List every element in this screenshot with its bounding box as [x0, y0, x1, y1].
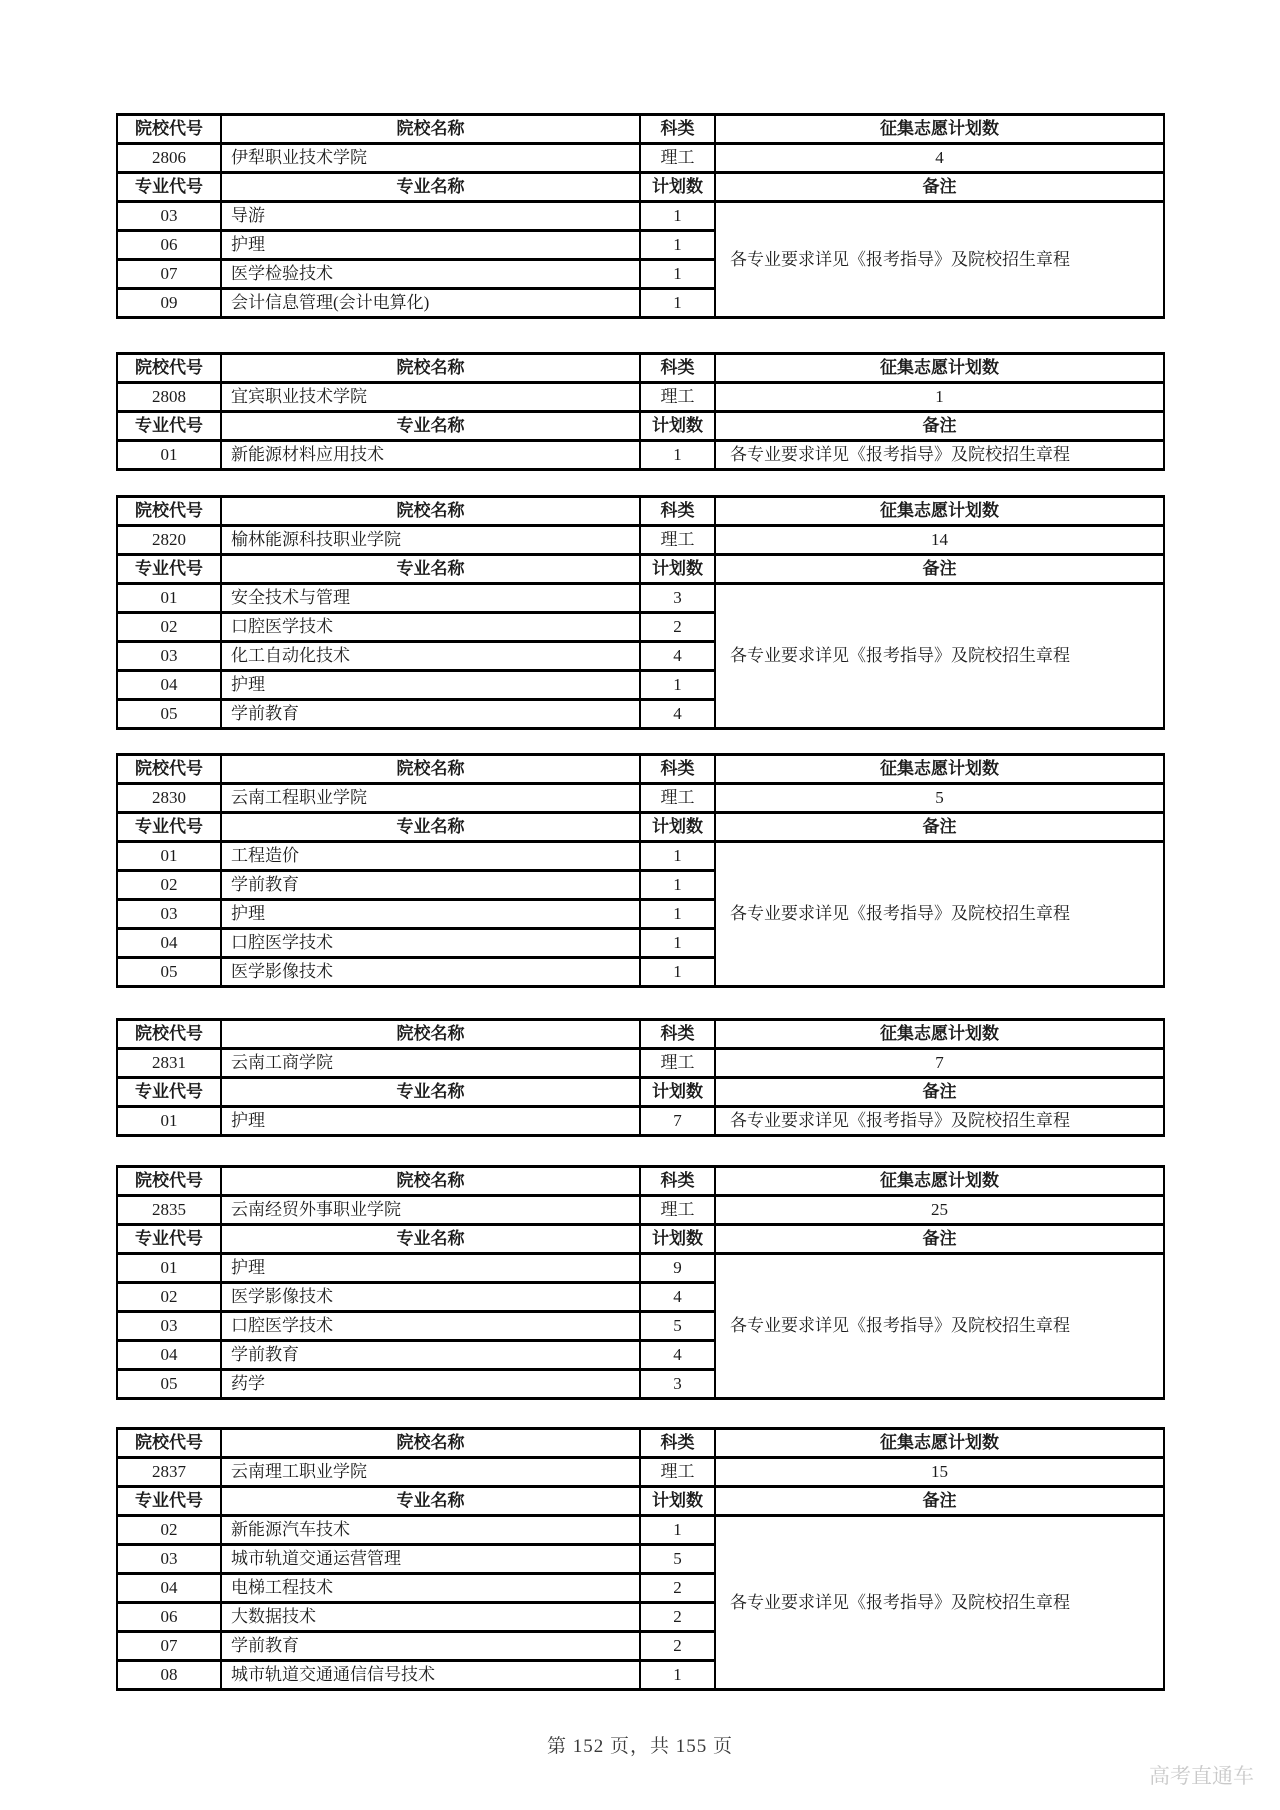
major-code-header: 专业代号	[117, 412, 221, 441]
college-name-header: 院校名称	[221, 1429, 640, 1458]
college-plan-total: 1	[715, 383, 1164, 412]
major-code: 02	[117, 871, 221, 900]
major-name: 城市轨道交通运营管理	[221, 1545, 640, 1574]
major-row	[117, 584, 1164, 613]
college-category: 理工	[640, 526, 715, 555]
college-name: 云南工商学院	[221, 1049, 640, 1078]
major-name-header: 专业名称	[221, 1078, 640, 1107]
major-name: 护理	[221, 1107, 640, 1136]
college-code: 2806	[117, 144, 221, 173]
major-name: 学前教育	[221, 1341, 640, 1370]
remark-cell: 各专业要求详见《报考指导》及院校招生章程	[715, 1516, 1164, 1690]
major-count: 1	[640, 231, 715, 260]
major-name: 导游	[221, 202, 640, 231]
major-name: 工程造价	[221, 842, 640, 871]
remark-header: 备注	[715, 173, 1164, 202]
college-category: 理工	[640, 383, 715, 412]
plan-count-header: 计划数	[640, 1078, 715, 1107]
plan-total-header: 征集志愿计划数	[715, 354, 1164, 383]
major-count: 3	[640, 584, 715, 613]
major-count: 2	[640, 1603, 715, 1632]
college-category: 理工	[640, 1049, 715, 1078]
major-code: 01	[117, 842, 221, 871]
college-plan-total: 5	[715, 784, 1164, 813]
major-name: 护理	[221, 1254, 640, 1283]
major-code: 03	[117, 642, 221, 671]
major-code: 05	[117, 1370, 221, 1399]
major-name: 护理	[221, 900, 640, 929]
major-count: 9	[640, 1254, 715, 1283]
college-plan-total: 14	[715, 526, 1164, 555]
major-count: 1	[640, 842, 715, 871]
major-name: 城市轨道交通通信信号技术	[221, 1661, 640, 1690]
major-name: 化工自动化技术	[221, 642, 640, 671]
college-row	[117, 1458, 1164, 1487]
plan-total-header: 征集志愿计划数	[715, 1167, 1164, 1196]
major-count: 1	[640, 441, 715, 470]
major-count: 4	[640, 642, 715, 671]
major-code-header: 专业代号	[117, 813, 221, 842]
major-count: 7	[640, 1107, 715, 1136]
major-name: 医学影像技术	[221, 1283, 640, 1312]
college-code: 2808	[117, 383, 221, 412]
college-category: 理工	[640, 1458, 715, 1487]
college-name-header: 院校名称	[221, 1020, 640, 1049]
plan-count-header: 计划数	[640, 1225, 715, 1254]
major-code: 01	[117, 441, 221, 470]
college-name-header: 院校名称	[221, 1167, 640, 1196]
major-count: 1	[640, 260, 715, 289]
major-count: 5	[640, 1545, 715, 1574]
major-count: 2	[640, 1632, 715, 1661]
college-name: 宜宾职业技术学院	[221, 383, 640, 412]
college-code: 2820	[117, 526, 221, 555]
page-number: 第 152 页，共 155 页	[546, 1736, 733, 1757]
college-row	[117, 1049, 1164, 1078]
plan-count-header: 计划数	[640, 813, 715, 842]
major-row	[117, 1107, 1164, 1136]
major-count: 1	[640, 671, 715, 700]
category-header: 科类	[640, 497, 715, 526]
plan-total-header: 征集志愿计划数	[715, 497, 1164, 526]
major-count: 4	[640, 700, 715, 729]
major-code: 08	[117, 1661, 221, 1690]
college-name: 云南工程职业学院	[221, 784, 640, 813]
admission-table-2808	[116, 352, 1165, 471]
major-name: 会计信息管理(会计电算化)	[221, 289, 640, 318]
major-code: 05	[117, 958, 221, 987]
admission-table-2830	[116, 753, 1165, 988]
major-name: 药学	[221, 1370, 640, 1399]
remark-cell: 各专业要求详见《报考指导》及院校招生章程	[715, 842, 1164, 987]
major-name-header: 专业名称	[221, 555, 640, 584]
major-name: 口腔医学技术	[221, 613, 640, 642]
major-code: 01	[117, 1107, 221, 1136]
major-code: 01	[117, 584, 221, 613]
major-code: 03	[117, 202, 221, 231]
major-code: 09	[117, 289, 221, 318]
plan-count-header: 计划数	[640, 412, 715, 441]
college-name: 云南理工职业学院	[221, 1458, 640, 1487]
college-name-header: 院校名称	[221, 115, 640, 144]
major-name: 口腔医学技术	[221, 929, 640, 958]
watermark: 高考直通车	[1149, 1765, 1254, 1788]
major-code: 07	[117, 260, 221, 289]
major-row	[117, 1516, 1164, 1545]
admission-table-2835	[116, 1165, 1165, 1400]
college-plan-total: 15	[715, 1458, 1164, 1487]
major-count: 4	[640, 1283, 715, 1312]
major-row	[117, 202, 1164, 231]
remark-header: 备注	[715, 1225, 1164, 1254]
category-header: 科类	[640, 755, 715, 784]
major-code-header: 专业代号	[117, 555, 221, 584]
major-count: 1	[640, 958, 715, 987]
remark-header: 备注	[715, 555, 1164, 584]
college-code-header: 院校代号	[117, 1020, 221, 1049]
major-name: 新能源汽车技术	[221, 1516, 640, 1545]
remark-header: 备注	[715, 1487, 1164, 1516]
remark-header: 备注	[715, 813, 1164, 842]
remark-cell: 各专业要求详见《报考指导》及院校招生章程	[715, 441, 1164, 470]
major-code-header: 专业代号	[117, 1225, 221, 1254]
major-code: 02	[117, 1283, 221, 1312]
plan-total-header: 征集志愿计划数	[715, 755, 1164, 784]
major-code-header: 专业代号	[117, 173, 221, 202]
major-code: 02	[117, 613, 221, 642]
college-row	[117, 526, 1164, 555]
college-category: 理工	[640, 784, 715, 813]
major-row	[117, 441, 1164, 470]
college-plan-total: 4	[715, 144, 1164, 173]
major-code: 03	[117, 900, 221, 929]
college-category: 理工	[640, 1196, 715, 1225]
major-name: 口腔医学技术	[221, 1312, 640, 1341]
major-count: 1	[640, 900, 715, 929]
major-count: 1	[640, 202, 715, 231]
plan-total-header: 征集志愿计划数	[715, 115, 1164, 144]
major-code-header: 专业代号	[117, 1487, 221, 1516]
admission-table-2820	[116, 495, 1165, 730]
college-row	[117, 784, 1164, 813]
remark-cell: 各专业要求详见《报考指导》及院校招生章程	[715, 202, 1164, 318]
major-code-header: 专业代号	[117, 1078, 221, 1107]
plan-count-header: 计划数	[640, 173, 715, 202]
major-count: 5	[640, 1312, 715, 1341]
major-count: 4	[640, 1341, 715, 1370]
plan-count-header: 计划数	[640, 1487, 715, 1516]
major-name: 学前教育	[221, 871, 640, 900]
major-name-header: 专业名称	[221, 412, 640, 441]
college-plan-total: 7	[715, 1049, 1164, 1078]
college-row	[117, 1196, 1164, 1225]
major-code: 06	[117, 1603, 221, 1632]
college-row	[117, 383, 1164, 412]
major-name: 新能源材料应用技术	[221, 441, 640, 470]
plan-total-header: 征集志愿计划数	[715, 1429, 1164, 1458]
major-name: 电梯工程技术	[221, 1574, 640, 1603]
major-count: 2	[640, 1574, 715, 1603]
college-name: 榆林能源科技职业学院	[221, 526, 640, 555]
major-code: 07	[117, 1632, 221, 1661]
category-header: 科类	[640, 115, 715, 144]
college-code-header: 院校代号	[117, 1167, 221, 1196]
plan-total-header: 征集志愿计划数	[715, 1020, 1164, 1049]
major-row	[117, 842, 1164, 871]
remark-cell: 各专业要求详见《报考指导》及院校招生章程	[715, 1107, 1164, 1136]
college-name-header: 院校名称	[221, 497, 640, 526]
college-code: 2837	[117, 1458, 221, 1487]
major-code: 04	[117, 929, 221, 958]
major-count: 1	[640, 929, 715, 958]
major-name: 医学影像技术	[221, 958, 640, 987]
major-count: 1	[640, 1661, 715, 1690]
admission-table-2831	[116, 1018, 1165, 1137]
major-code: 04	[117, 1341, 221, 1370]
major-row	[117, 1254, 1164, 1283]
major-name: 学前教育	[221, 700, 640, 729]
college-code: 2831	[117, 1049, 221, 1078]
major-count: 1	[640, 871, 715, 900]
college-code: 2835	[117, 1196, 221, 1225]
major-code: 01	[117, 1254, 221, 1283]
admission-table-2806	[116, 113, 1165, 319]
college-category: 理工	[640, 144, 715, 173]
remark-header: 备注	[715, 1078, 1164, 1107]
college-code-header: 院校代号	[117, 1429, 221, 1458]
major-name: 护理	[221, 671, 640, 700]
remark-cell: 各专业要求详见《报考指导》及院校招生章程	[715, 1254, 1164, 1399]
major-count: 1	[640, 1516, 715, 1545]
major-name-header: 专业名称	[221, 1487, 640, 1516]
major-code: 03	[117, 1545, 221, 1574]
admission-table-2837	[116, 1427, 1165, 1691]
remark-header: 备注	[715, 412, 1164, 441]
major-name: 医学检验技术	[221, 260, 640, 289]
college-name-header: 院校名称	[221, 755, 640, 784]
college-code-header: 院校代号	[117, 115, 221, 144]
plan-count-header: 计划数	[640, 555, 715, 584]
major-name-header: 专业名称	[221, 173, 640, 202]
remark-cell: 各专业要求详见《报考指导》及院校招生章程	[715, 584, 1164, 729]
major-name-header: 专业名称	[221, 813, 640, 842]
major-name-header: 专业名称	[221, 1225, 640, 1254]
college-plan-total: 25	[715, 1196, 1164, 1225]
major-count: 3	[640, 1370, 715, 1399]
major-count: 1	[640, 289, 715, 318]
college-name: 伊犁职业技术学院	[221, 144, 640, 173]
category-header: 科类	[640, 1167, 715, 1196]
college-row	[117, 144, 1164, 173]
category-header: 科类	[640, 1429, 715, 1458]
major-code: 02	[117, 1516, 221, 1545]
college-code-header: 院校代号	[117, 497, 221, 526]
category-header: 科类	[640, 354, 715, 383]
major-name: 安全技术与管理	[221, 584, 640, 613]
major-code: 04	[117, 1574, 221, 1603]
college-code-header: 院校代号	[117, 755, 221, 784]
college-name: 云南经贸外事职业学院	[221, 1196, 640, 1225]
major-code: 06	[117, 231, 221, 260]
major-name: 护理	[221, 231, 640, 260]
college-code-header: 院校代号	[117, 354, 221, 383]
major-name: 学前教育	[221, 1632, 640, 1661]
category-header: 科类	[640, 1020, 715, 1049]
college-code: 2830	[117, 784, 221, 813]
major-code: 04	[117, 671, 221, 700]
major-code: 03	[117, 1312, 221, 1341]
major-code: 05	[117, 700, 221, 729]
major-name: 大数据技术	[221, 1603, 640, 1632]
college-name-header: 院校名称	[221, 354, 640, 383]
major-count: 2	[640, 613, 715, 642]
